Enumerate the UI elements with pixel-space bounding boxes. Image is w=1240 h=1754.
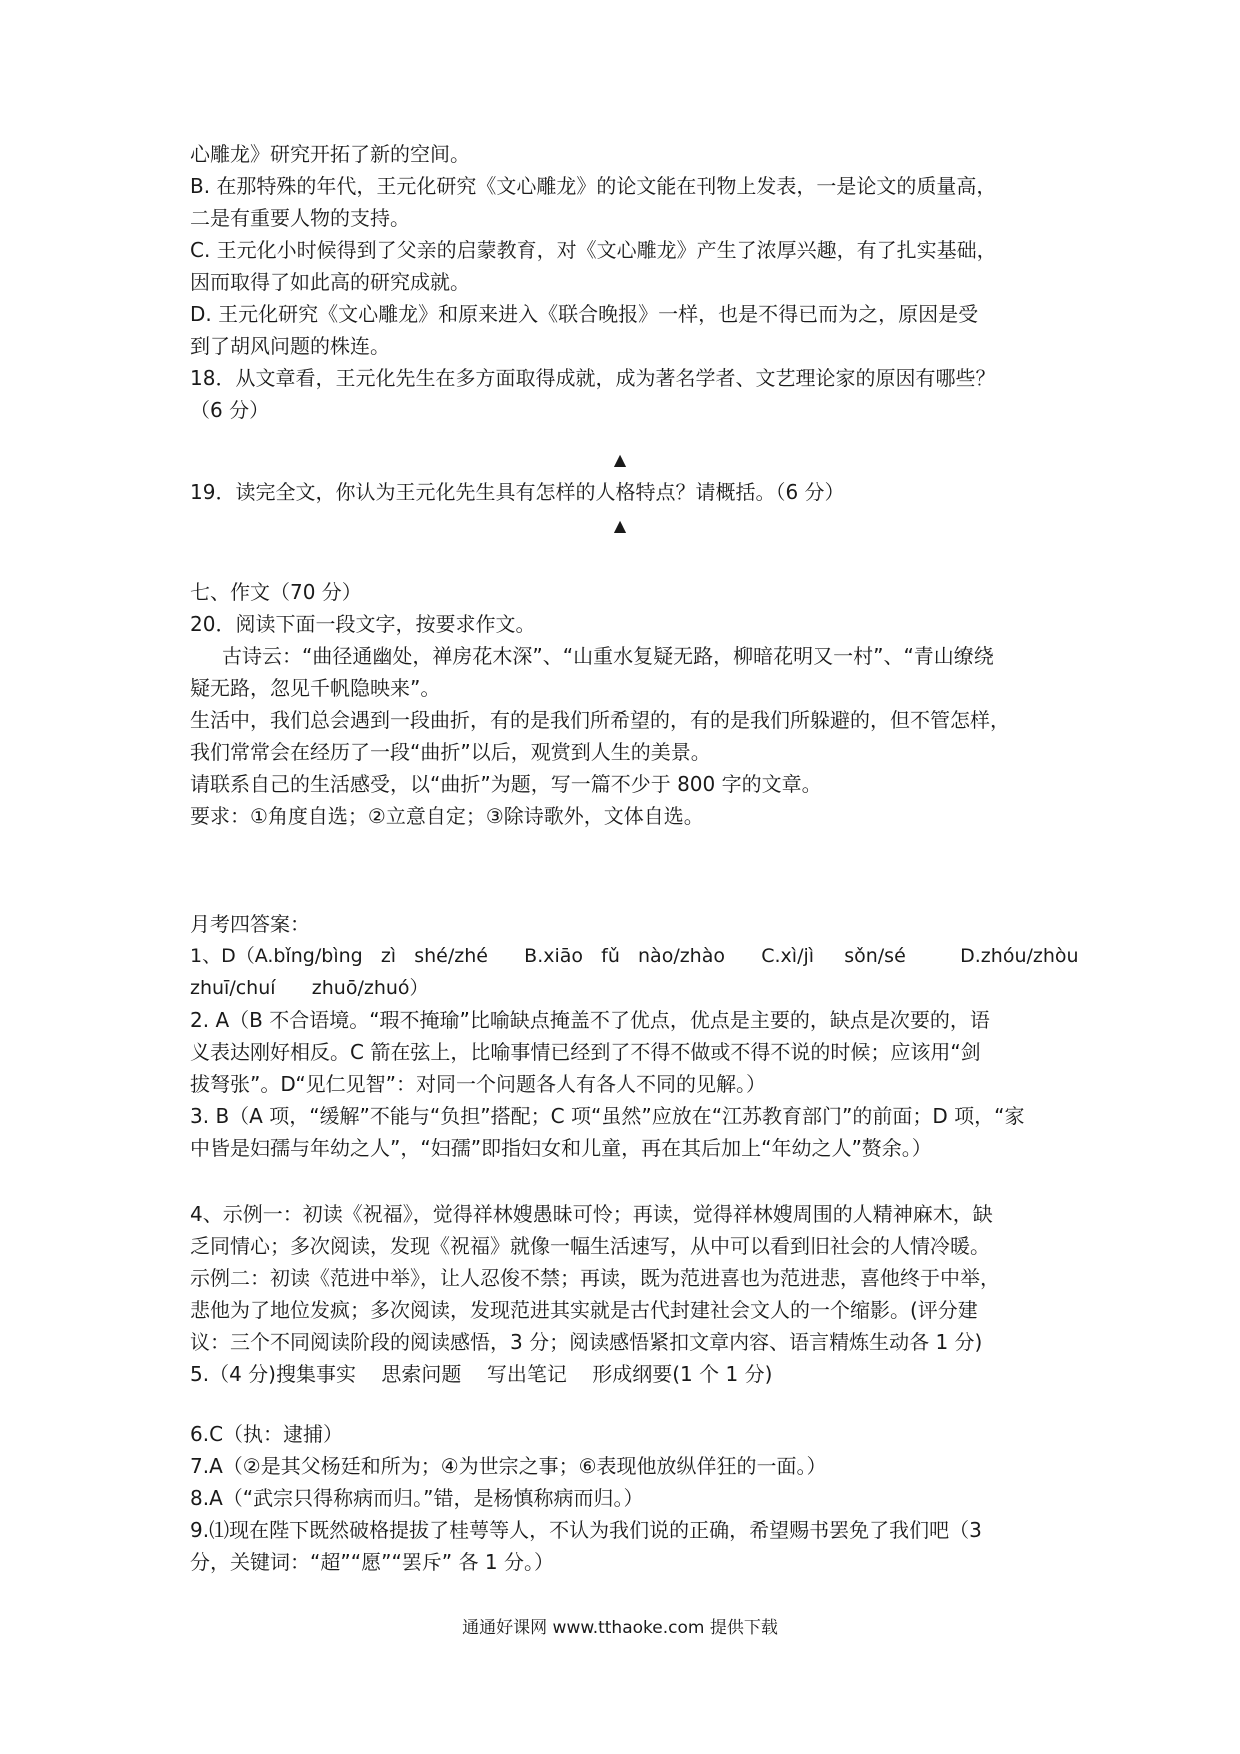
answers-heading: 月考四答案： [190,912,310,936]
answer-7: 7.A（②是其父杨廷和所为；④为世宗之事；⑥表现他放纵佯狂的一面。） [190,1454,827,1478]
text-line: zhuī/chuí zhuō/zhuó） [190,977,429,999]
answer-marker-icon: ▲ [613,516,627,535]
text-line: 议：三个不同阅读阶段的阅读感悟，3 分；阅读感悟紧扣文章内容、语言精炼生动各 1 分) [190,1330,983,1354]
option-c: C. 王元化小时候得到了父亲的启蒙教育，对《文心雕龙》产生了浓厚兴趣，有了扎实基础， [190,238,997,262]
text-line: 疑无路，忽见千帆隐映来”。 [190,676,441,700]
answer-3: 3. B（A 项，“缓解”不能与“负担”搭配；C 项“虽然”应放在“江苏教育部门”的前面；D 项，“家 [190,1104,1025,1128]
answer-1: 1、D（A.bǐng/bìng zì shé/zhé B.xiāo fǔ nào/zhào C.xì/jì sǒn/sé D.zhóu/zhòu [190,945,1079,967]
question-18-score: （6 分） [190,398,270,422]
page-footer: 通通好课网 www.tthaoke.com 提供下载 [462,1618,778,1638]
question-18: 18．从文章看，王元化先生在多方面取得成就，成为著名学者、文艺理论家的原因有哪些？ [190,366,996,390]
answer-8: 8.A（“武宗只得称病而归。”错，是杨慎称病而归。） [190,1486,644,1510]
question-19: 19．读完全文，你认为王元化先生具有怎样的人格特点？请概括。（6 分） [190,480,845,504]
text-line: 中皆是妇孺与年幼之人”，“妇孺”即指妇女和儿童，再在其后加上“年幼之人”赘余。） [190,1136,932,1160]
text-line: 生活中，我们总会遇到一段曲折，有的是我们所希望的，有的是我们所躲避的，但不管怎样， [190,708,1010,732]
text-line: 乏同情心；多次阅读，发现《祝福》就像一幅生活速写，从中可以看到旧社会的人情冷暖。 [190,1234,990,1258]
text-line: 拔弩张”。D“见仁见智”：对同一个问题各人有各人不同的见解。） [190,1072,767,1096]
text-line: 示例二：初读《范进中举》，让人忍俊不禁；再读，既为范进喜也为范进悲，喜他终于中举， [190,1266,1000,1290]
answer-9: 9.⑴现在陛下既然破格提拔了桂萼等人，不认为我们说的正确，希望赐书罢免了我们吧（3 [190,1518,982,1542]
text-line: 二是有重要人物的支持。 [190,206,410,230]
answer-4: 4、示例一：初读《祝福》，觉得祥林嫂愚昧可怜；再读，觉得祥林嫂周围的人精神麻木，缺 [190,1202,993,1226]
text-line: 古诗云：“曲径通幽处，禅房花木深”、“山重水复疑无路，柳暗花明又一村”、“青山缭绕 [222,644,994,668]
answer-6: 6.C（执：逮捕） [190,1422,344,1446]
option-d: D. 王元化研究《文心雕龙》和原来进入《联合晚报》一样，也是不得已而为之，原因是受 [190,302,979,326]
option-b: B. 在那特殊的年代，王元化研究《文心雕龙》的论文能在刊物上发表，一是论文的质量高， [190,174,997,198]
text-line: 我们常常会在经历了一段“曲折”以后，观赏到人生的美景。 [190,740,711,764]
text-line: 要求：①角度自选；②立意自定；③除诗歌外，文体自选。 [190,804,704,828]
answer-2: 2. A（B 不合语境。“瑕不掩瑜”比喻缺点掩盖不了优点，优点是主要的，缺点是次要的，语 [190,1008,990,1032]
text-line: 到了胡风问题的株连。 [190,334,390,358]
answer-marker-icon: ▲ [613,450,627,469]
text-line: 悲他为了地位发疯；多次阅读，发现范进其实就是古代封建社会文人的一个缩影。(评分建 [190,1298,978,1322]
answer-5: 5.（4 分)搜集事实 思索问题 写出笔记 形成纲要(1 个 1 分) [190,1362,773,1386]
text-line: 因而取得了如此高的研究成就。 [190,270,470,294]
text-line: 请联系自己的生活感受，以“曲折”为题，写一篇不少于 800 字的文章。 [190,772,822,796]
text-line: 义表达刚好相反。C 箭在弦上，比喻事情已经到了不得不做或不得不说的时候；应该用“剑 [190,1040,981,1064]
text-line: 分，关键词：“超”“愿”“罢斥” 各 1 分。） [190,1550,554,1574]
section-heading: 七、作文（70 分） [190,580,362,604]
question-20: 20．阅读下面一段文字，按要求作文。 [190,612,536,636]
text-line: 心雕龙》研究开拓了新的空间。 [190,142,470,166]
